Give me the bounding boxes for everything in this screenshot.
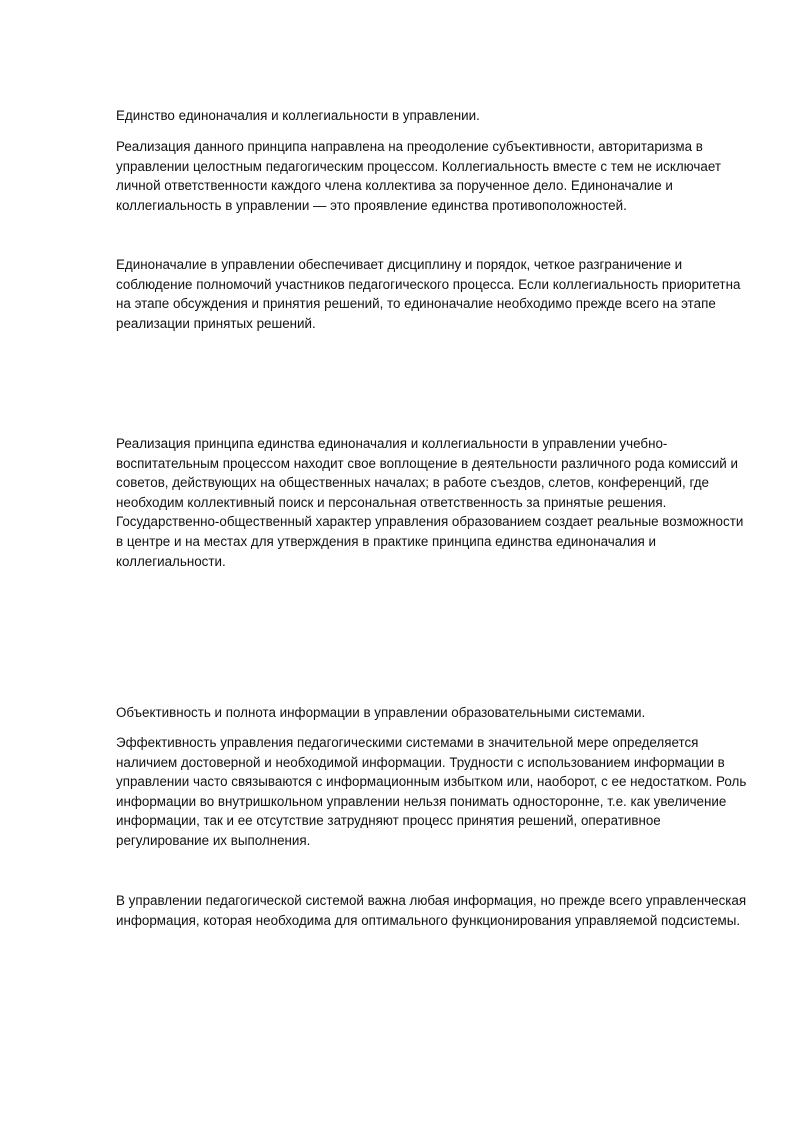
paragraph-unity-implementation: Реализация принципа единства единоначалия и коллегиальности в управлении учебно-воспитательным процессом находит свое воплощение в деятельности различного рода комиссий и советов, действующих на общественных началах; в работе съездов, слетов, конференций, где необходим коллективный поиск и персональная ответственность за принятые решения. Государственно-общественный характер управления образованием создает реальные возможности в центре и на местах для утверждения в практике принципа единства единоначалия и коллегиальности. bbox=[116, 436, 744, 569]
section-heading-unity: Единство единоначалия и коллегиальности в управлении. bbox=[116, 108, 480, 123]
paragraph-information-management: В управлении педагогической системой важна любая информация, но прежде всего управленческая информация, которая необходима для оптимального функционирования управляемой подсистемы. bbox=[116, 893, 747, 928]
paragraph-unity-purpose: Реализация данного принципа направлена на преодоление субъективности, авторитаризма в управлении целостным педагогическим процессом. Коллегиальность вместе с тем не исключает личной ответственности каждого члена коллектива за порученное дело. Единоначалие и коллегиальность в управлении — это проявление единства противоположностей. bbox=[116, 139, 721, 213]
paragraph-unity-discipline: Единоначалие в управлении обеспечивает дисциплину и порядок, четкое разграничение и соблюдение полномочий участников педагогического процесса. Если коллегиальность приоритетна на этапе обсуждения и принятия решений, то единоначалие необходимо прежде всего на этапе реализации принятых решений. bbox=[116, 257, 741, 331]
section-heading-information: Объективность и полнота информации в управлении образовательными системами. bbox=[116, 705, 646, 720]
paragraph-information-effectiveness: Эффективность управления педагогическими системами в значительной мере определяется наличием достоверной и необходимой информации. Трудности с использованием информации в управлении часто связываются с информационным избытком или, наоборот, с ее недостатком. Роль информации во внутришкольном управлении нельзя понимать односторонне, т.е. как увеличение информации, так и ее отсутствие затрудняют процесс принятия решений, оперативное регулирование их выполнения. bbox=[116, 735, 747, 848]
